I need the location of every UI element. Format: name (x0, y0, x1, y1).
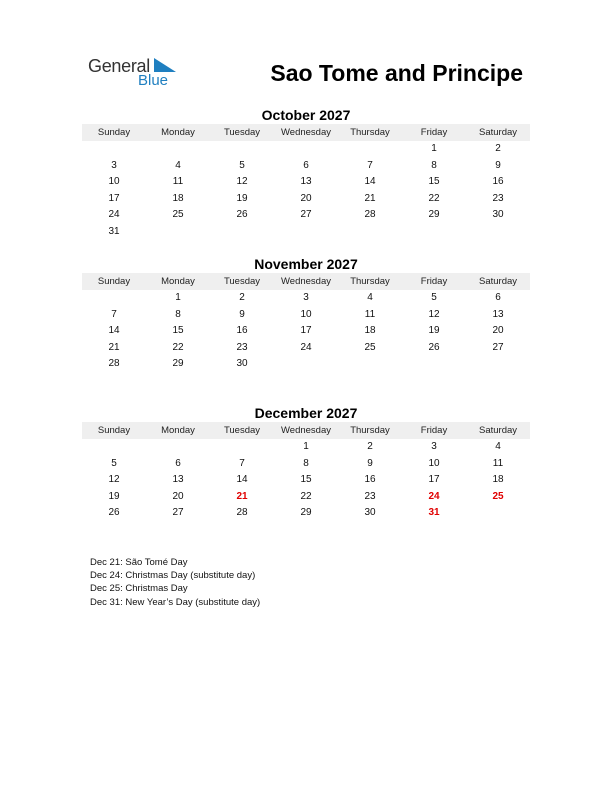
weekday-label: Monday (161, 127, 195, 138)
day-cell: 15 (428, 176, 440, 188)
weekday-label: Friday (420, 127, 448, 138)
day-cell: 30 (364, 507, 376, 519)
day-cell: 6 (175, 457, 181, 469)
day-cell: 5 (239, 159, 245, 171)
day-cell: 16 (492, 176, 504, 188)
empty-day-cell (82, 439, 146, 456)
day-cell: 2 (495, 143, 501, 154)
day-cell: 7 (367, 159, 373, 171)
month-title: December 2027 (254, 405, 358, 421)
weekday-label: Friday (420, 276, 448, 287)
day-cell: 24 (428, 490, 440, 502)
day-cell: 22 (300, 490, 312, 502)
day-cell: 11 (172, 176, 184, 188)
day-cell: 20 (492, 325, 504, 337)
weekday-label: Sunday (97, 127, 131, 138)
day-cell: 30 (492, 209, 504, 221)
holiday-note: Dec 24: Christmas Day (substitute day) (90, 570, 256, 582)
day-cell: 7 (111, 308, 117, 320)
weekday-label: Wednesday (281, 276, 331, 287)
day-cell: 4 (175, 159, 181, 171)
day-cell: 2 (239, 292, 245, 303)
day-cell: 15 (172, 325, 184, 337)
day-cell: 19 (428, 325, 440, 337)
empty-day-cell (466, 356, 530, 373)
day-cell: 24 (300, 341, 312, 353)
day-cell: 10 (300, 308, 312, 320)
day-cell: 31 (428, 507, 440, 519)
day-cell: 3 (303, 292, 309, 303)
week-row (82, 439, 530, 456)
day-cell: 17 (108, 192, 120, 204)
holiday-note: Dec 25: Christmas Day (90, 583, 188, 595)
day-cell: 7 (239, 457, 245, 469)
day-cell: 5 (111, 457, 117, 469)
month-december (82, 404, 530, 522)
day-cell: 23 (364, 490, 376, 502)
day-cell: 16 (236, 325, 248, 337)
day-cell: 9 (367, 457, 373, 469)
day-cell: 22 (428, 192, 440, 204)
weekday-label: Sunday (97, 276, 131, 287)
week-row (82, 456, 530, 473)
holiday-notes (90, 556, 260, 609)
empty-day-cell (466, 505, 530, 522)
day-cell: 13 (300, 176, 312, 188)
day-cell: 1 (175, 292, 181, 303)
weekday-label: Saturday (478, 276, 518, 287)
weekday-label: Saturday (478, 127, 518, 138)
day-cell: 20 (300, 192, 312, 204)
day-cell: 9 (239, 308, 245, 320)
day-cell: 23 (236, 341, 248, 353)
weekday-label: Sunday (97, 425, 131, 436)
weekday-label: Friday (420, 425, 448, 436)
day-cell: 2 (367, 441, 373, 452)
week-row (82, 307, 530, 324)
day-cell: 25 (172, 209, 184, 221)
weekday-label: Wednesday (281, 127, 331, 138)
country-title: Sao Tome and Principe (270, 60, 523, 86)
day-cell: 6 (495, 292, 501, 303)
day-cell: 1 (431, 143, 437, 154)
week-row (82, 505, 530, 522)
empty-day-cell (210, 439, 274, 456)
day-cell: 8 (175, 308, 181, 320)
logo-general-text: General (88, 56, 150, 76)
weekday-label: Thursday (350, 276, 390, 287)
day-cell: 28 (236, 507, 248, 519)
week-row (82, 340, 530, 357)
day-cell: 3 (431, 441, 437, 452)
day-cell: 8 (431, 159, 437, 171)
week-row (82, 224, 530, 241)
day-cell: 27 (300, 209, 312, 221)
empty-day-cell (210, 141, 274, 158)
week-row (82, 290, 530, 307)
empty-day-cell (466, 224, 530, 241)
day-cell: 27 (492, 341, 504, 353)
day-cell: 13 (492, 308, 504, 320)
day-cell: 4 (367, 292, 373, 303)
weekday-label: Saturday (478, 425, 518, 436)
day-cell: 12 (108, 474, 120, 486)
week-row (82, 174, 530, 191)
weekday-label: Thursday (350, 127, 390, 138)
empty-day-cell (274, 224, 338, 241)
day-cell: 11 (492, 457, 504, 469)
day-cell: 19 (236, 192, 248, 204)
weekday-header (82, 124, 530, 141)
day-cell: 18 (364, 325, 376, 337)
day-cell: 23 (492, 192, 504, 204)
weekday-label: Tuesday (223, 127, 261, 138)
day-cell: 29 (172, 358, 184, 370)
day-cell: 5 (431, 292, 437, 303)
week-row (82, 191, 530, 208)
day-cell: 26 (108, 507, 120, 519)
day-cell: 21 (364, 192, 376, 204)
day-cell: 19 (108, 490, 120, 502)
empty-day-cell (338, 356, 402, 373)
empty-day-cell (338, 141, 402, 158)
month-grid (82, 439, 530, 522)
day-cell: 10 (108, 176, 120, 188)
day-cell: 1 (303, 441, 309, 452)
day-cell: 16 (364, 474, 376, 486)
day-cell: 17 (300, 325, 312, 337)
weekday-label: Wednesday (281, 425, 331, 436)
day-cell: 14 (236, 474, 248, 486)
empty-day-cell (274, 141, 338, 158)
empty-day-cell (82, 141, 146, 158)
weekday-label: Monday (161, 425, 195, 436)
weekday-label: Monday (161, 276, 195, 287)
day-cell: 14 (364, 176, 376, 188)
week-row (82, 158, 530, 175)
month-october (82, 106, 530, 241)
day-cell: 9 (495, 159, 501, 171)
empty-day-cell (146, 439, 210, 456)
logo-blue-text: Blue (138, 72, 169, 89)
day-cell: 25 (364, 341, 376, 353)
day-cell: 3 (111, 159, 117, 171)
holiday-note: Dec 21: São Tomé Day (90, 557, 188, 568)
day-cell: 17 (428, 474, 440, 486)
day-cell: 13 (172, 474, 184, 486)
empty-day-cell (146, 224, 210, 241)
week-row (82, 489, 530, 506)
month-grid (82, 290, 530, 373)
day-cell: 29 (300, 507, 312, 519)
day-cell: 28 (364, 209, 376, 221)
empty-day-cell (402, 224, 466, 241)
day-cell: 25 (492, 490, 504, 502)
month-grid (82, 141, 530, 241)
logo-triangle-icon (154, 58, 176, 72)
day-cell: 26 (428, 341, 440, 353)
weekday-header (82, 273, 530, 290)
week-row (82, 141, 530, 158)
week-row (82, 207, 530, 224)
day-cell: 6 (303, 159, 309, 171)
day-cell: 30 (236, 358, 248, 370)
day-cell: 28 (108, 358, 120, 370)
day-cell: 11 (364, 308, 376, 320)
weekday-label: Tuesday (223, 425, 261, 436)
day-cell: 10 (428, 457, 440, 469)
weekday-header (82, 422, 530, 439)
day-cell: 26 (236, 209, 248, 221)
day-cell: 21 (236, 490, 248, 502)
day-cell: 8 (303, 457, 309, 469)
day-cell: 29 (428, 209, 440, 221)
week-row (82, 356, 530, 373)
month-title: October 2027 (261, 107, 351, 123)
empty-day-cell (146, 141, 210, 158)
weekday-label: Tuesday (223, 276, 261, 287)
day-cell: 18 (172, 192, 184, 204)
empty-day-cell (210, 224, 274, 241)
empty-day-cell (338, 224, 402, 241)
day-cell: 20 (172, 490, 184, 502)
empty-day-cell (274, 356, 338, 373)
generalblue-logo (88, 56, 188, 92)
day-cell: 18 (492, 474, 504, 486)
day-cell: 12 (428, 308, 440, 320)
day-cell: 4 (495, 441, 501, 452)
empty-day-cell (402, 356, 466, 373)
day-cell: 24 (108, 209, 120, 221)
weekday-label: Thursday (350, 425, 390, 436)
day-cell: 12 (236, 176, 248, 188)
week-row (82, 323, 530, 340)
day-cell: 21 (108, 341, 120, 353)
day-cell: 31 (108, 225, 120, 237)
day-cell: 22 (172, 341, 184, 353)
empty-day-cell (82, 290, 146, 307)
month-title: November 2027 (254, 256, 358, 272)
day-cell: 15 (300, 474, 312, 486)
week-row (82, 472, 530, 489)
day-cell: 27 (172, 507, 184, 519)
holiday-note: Dec 31: New Year’s Day (substitute day) (90, 596, 261, 608)
month-november (82, 255, 530, 373)
day-cell: 14 (108, 325, 120, 337)
